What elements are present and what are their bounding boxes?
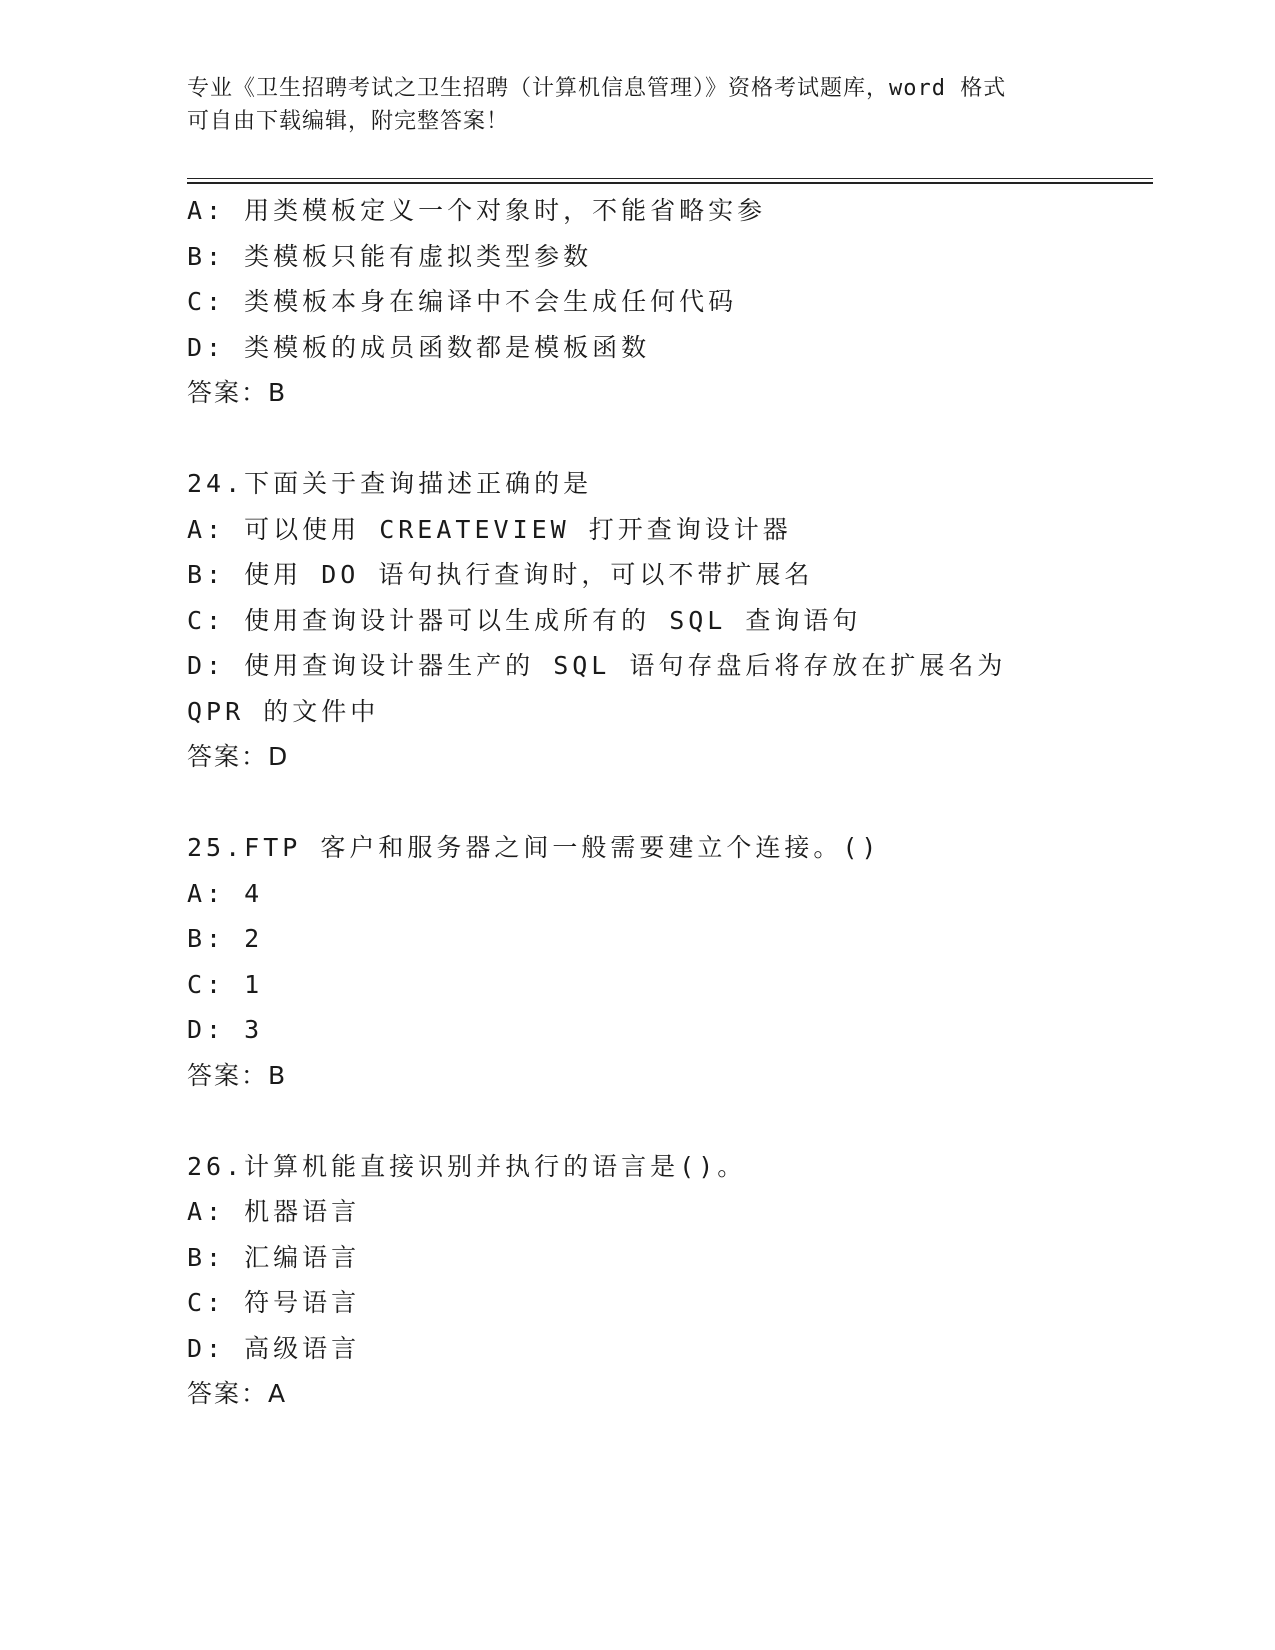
question-25 [187, 825, 1087, 1098]
question-26 [187, 1144, 1087, 1417]
option-b: B: 使用 DO 语句执行查询时，可以不带扩展名 [187, 560, 814, 589]
question-stem: 24.下面关于查询描述正确的是 [187, 469, 593, 498]
option-a: A: 可以使用 CREATEVIEW 打开查询设计器 [187, 514, 792, 544]
option-d: D: 使用查询设计器生产的 SQL 语句存盘后将存放在扩展名为 QPR 的文件中 [187, 651, 1007, 726]
answer-line: 答案：B [187, 1060, 288, 1090]
option-c: C: 符号语言 [187, 1288, 361, 1317]
option-c: C: 使用查询设计器可以生成所有的 SQL 查询语句 [187, 605, 862, 635]
question-stem: 25.FTP 客户和服务器之间一般需要建立个连接。() [187, 833, 881, 862]
option-b: B: 类模板只能有虚拟类型参数 [187, 241, 593, 271]
option-a: A: 4 [187, 878, 264, 908]
option-c: C: 类模板本身在编译中不会生成任何代码 [187, 287, 738, 316]
question-24 [187, 461, 1087, 780]
header-divider-thin [187, 178, 1153, 179]
option-b: B: 2 [187, 924, 264, 953]
answer-line: 答案：D [187, 742, 290, 771]
answer-line: 答案：B [187, 378, 288, 407]
option-d: D: 类模板的成员函数都是模板函数 [187, 332, 651, 362]
option-a: A: 用类模板定义一个对象时，不能省略实参 [187, 196, 767, 225]
question-list [187, 188, 1087, 1417]
question-23 [187, 188, 1087, 416]
option-a: A: 机器语言 [187, 1197, 361, 1226]
answer-line: 答案：A [187, 1379, 288, 1408]
document-header: 专业《卫生招聘考试之卫生招聘（计算机信息管理）》资格考试题库，word 格式 可自由下载编辑，附完整答案！ [187, 76, 1007, 134]
option-d: D: 高级语言 [187, 1333, 361, 1363]
question-stem: 26.计算机能直接识别并执行的语言是()。 [187, 1151, 747, 1181]
header-divider-thick [187, 182, 1153, 184]
option-d: D: 3 [187, 1015, 264, 1044]
option-b: B: 汇编语言 [187, 1242, 361, 1272]
option-c: C: 1 [187, 969, 264, 999]
